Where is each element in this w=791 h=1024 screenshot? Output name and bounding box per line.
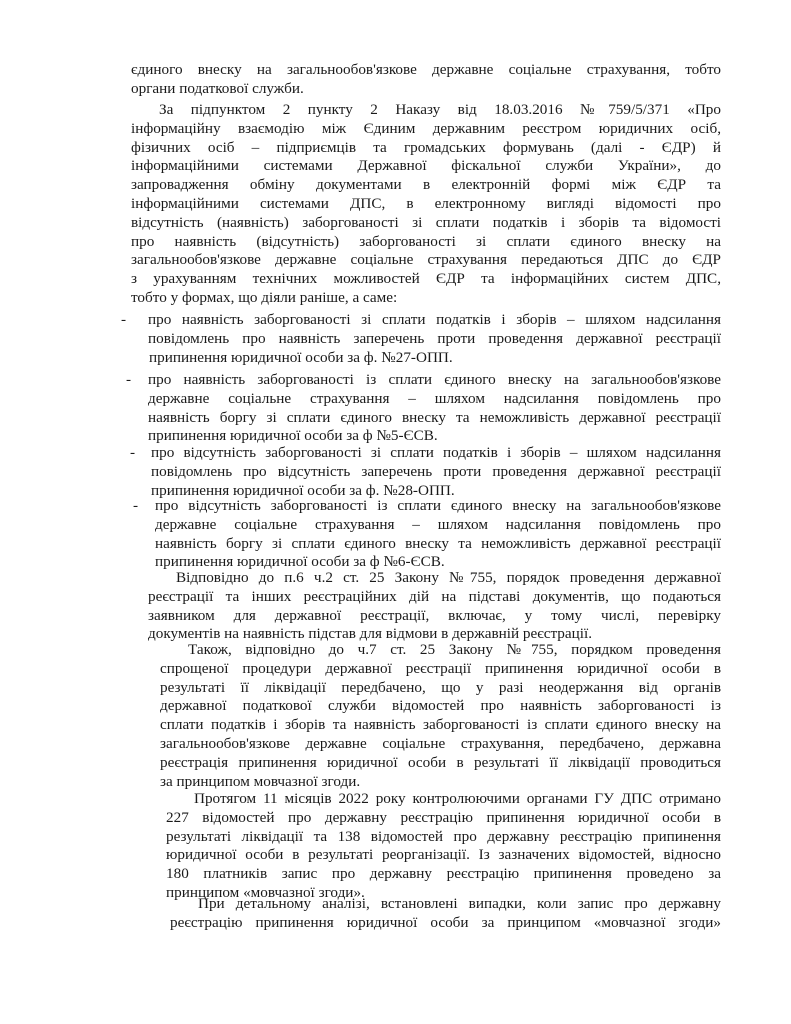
text-line: 180 платників запис про державну реєстрацію припинення проведено за <box>166 865 721 883</box>
text-line: Відповідно до п.6 ч.2 ст. 25 Закону №755, порядок проведення державної <box>176 569 721 586</box>
text-line: припинення юридичної особи за ф №5-ЄСВ. <box>148 427 438 445</box>
list-item <box>148 311 721 367</box>
text-line: наявність боргу зі сплати єдиного внеску та неможливість державної реєстрації <box>155 534 721 552</box>
text-line: результаті її ліквідації передбачено, що у разі неодержання від органів <box>160 678 721 696</box>
text-line: єдиного внеску на загальнообов'язкове державне соціальне страхування, тобто <box>131 61 721 78</box>
text-line: державної податкової служби відомостей про наявність заборгованості із <box>160 697 721 715</box>
text-line: реєстрація припинення юридичної особи в результаті її ліквідації проводиться <box>160 753 721 771</box>
text-line: про наявність (відсутність) заборгованості зі сплати єдиного внеску на <box>131 232 721 250</box>
text-line: про наявність заборгованості із сплати єдиного внеску на загальнообов'язкове <box>148 371 721 388</box>
text-line: тобто у формах, що діяли раніше, а саме: <box>131 288 398 306</box>
text-line: інформаційними системами Державної фіскальної служби України», до <box>131 157 721 175</box>
text-line: юридичної особи в результаті реорганізації. Із зазначених відомостей, відносно <box>166 846 721 864</box>
text-line: припинення юридичної особи за ф. №27-ОПП. <box>149 348 453 366</box>
paragraph-order-reference <box>131 101 721 308</box>
list-item <box>155 497 721 572</box>
text-line: заявником для державної реєстрації, включає, у тому числі, перевірку <box>148 606 721 624</box>
paragraph-simplified-procedure <box>160 641 721 791</box>
text-line: запровадження обміну документами в електронній формі між ЄДР та <box>131 176 721 194</box>
text-line: спрощеної процедури державної реєстрації припинення юридичної особи в <box>160 659 721 677</box>
text-line: відсутність (наявність) заборгованості зі сплати податків і зборів та відомості <box>131 213 721 231</box>
paragraph-analysis <box>170 895 721 933</box>
list-bullet-marker: - <box>130 444 136 461</box>
list-bullet-marker: - <box>133 497 139 514</box>
text-line: Протягом 11 місяців 2022 року контролюючими органами ГУ ДПС отримано <box>194 790 721 807</box>
text-line: принципом «мовчазної згоди». <box>166 883 365 901</box>
list-bullet-marker: - <box>121 311 127 328</box>
text-line: інформаційну взаємодію між Єдиним державним реєстром юридичних осіб, <box>131 119 721 137</box>
text-line: сплати податків і зборів та наявність заборгованості із сплати єдиного внеску на <box>160 716 721 734</box>
list-item <box>151 444 721 500</box>
list-item <box>148 371 721 446</box>
text-line: інформаційними системами ДПС, в електронному вигляді відомості про <box>131 194 721 212</box>
text-line: загальнообов'язкове державне соціальне страхування, передбачено, державна <box>160 734 721 752</box>
text-line: фізичних осіб – підприємців та громадських формувань (далі - ЄДР) й <box>131 138 721 156</box>
text-line: повідомлень про наявність заперечень проти проведення державної реєстрації <box>148 329 721 347</box>
text-line: При детальному аналізі, встановлені випадки, коли запис про державну <box>198 895 721 912</box>
text-line: з урахуванням технічних можливостей ЄДР та інформаційних систем ДПС, <box>131 270 721 288</box>
text-line: документів на наявність підстав для відмови в державній реєстрації. <box>148 625 592 643</box>
text-line: про наявність заборгованості зі сплати податків і зборів – шляхом надсилання <box>148 311 721 328</box>
list-bullet-marker: - <box>126 371 132 388</box>
text-line: За підпунктом 2 пункту 2 Наказу від 18.03.2016 №759/5/371 «Про <box>159 101 721 118</box>
text-line: про відсутність заборгованості із сплати єдиного внеску на загальнообов'язкове <box>155 497 721 514</box>
text-line: загальнообов'язкове державне соціальне страхування передаються ДПС до ЄДР <box>131 251 721 269</box>
text-line: припинення юридичної особи за ф. №28-ОПП. <box>151 481 455 499</box>
paragraph-registration-procedure <box>148 569 721 644</box>
text-line: повідомлень про відсутність заперечень проти проведення державної реєстрації <box>151 462 721 480</box>
text-line: припинення юридичної особи за ф №6-ЄСВ. <box>155 553 445 571</box>
text-line: 227 відомостей про державну реєстрацію припинення юридичної особи в <box>166 808 721 826</box>
text-line: Також, відповідно до ч.7 ст. 25 Закону №755, порядком проведення <box>188 641 721 658</box>
paragraph-statistics <box>166 790 721 903</box>
text-line: про відсутність заборгованості зі сплати податків і зборів – шляхом надсилання <box>151 444 721 461</box>
text-line: реєстрації та інших реєстраційних дій на підставі документів, що подаються <box>148 587 721 605</box>
text-line: за принципом мовчазної згоди. <box>160 772 361 790</box>
text-line: реєстрацію припинення юридичної особи за принципом «мовчазної згоди» <box>170 913 721 931</box>
text-line: державне соціальне страхування – шляхом надсилання повідомлень про <box>155 515 721 533</box>
text-line: державне соціальне страхування – шляхом надсилання повідомлень про <box>148 389 721 407</box>
text-line: наявність боргу зі сплати єдиного внеску та неможливість державної реєстрації <box>148 408 721 426</box>
text-line: органи податкової служби. <box>131 79 304 97</box>
paragraph-continuation <box>131 61 721 99</box>
text-line: результаті ліквідації та 138 відомостей про державну реєстрацію припинення <box>166 827 721 845</box>
